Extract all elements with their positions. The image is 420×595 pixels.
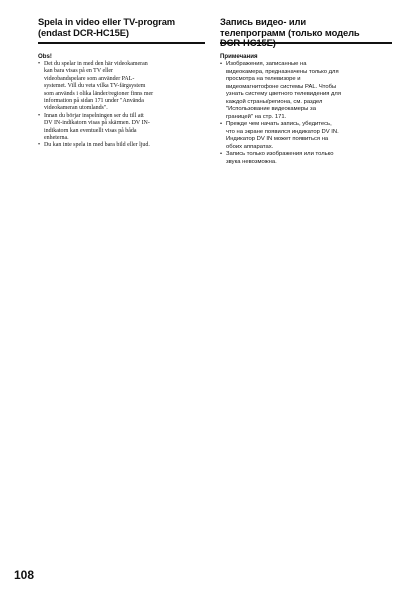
note-list xyxy=(220,61,392,166)
list-item: • Прежде чем начать запись, убедитесь, что на экране появился индикатор DV IN. Индикатор DV IN может появиться на обоих аппаратах. xyxy=(220,121,392,151)
list-item: • Изображения, записанные на видеокамера, предназначены только для просмотра на телевизоре и видеомагнитофоне системы PAL. Чтобы узнать систему цветного телевидения для каждой страны/региона, см. раздел "Использование видеокамеры за границей" на стр. 171. xyxy=(220,61,392,121)
list-item: • Det du spelar in med den här videokameran kan bara visas på en TV eller videobandspelare som använder PAL- systemet. Vill du veta vilka TV-färgsystem som används i olika länder/regioner finns mer information på sidan 171 under "Använda videokameran utomlands". xyxy=(38,61,205,113)
section-title-swedish: Spela in video eller TV-program (endast DCR-HC15E) xyxy=(38,16,176,38)
title-rule xyxy=(38,42,205,44)
list-item: • Du kan inte spela in med bara bild eller ljud. xyxy=(38,142,205,149)
section-title-russian: Запись видео- или телепрограмм (только модель DCR-HC15E) xyxy=(220,16,360,48)
page-number: 108 xyxy=(14,568,35,582)
title-rule xyxy=(220,42,392,44)
note-list xyxy=(38,61,205,150)
note-heading: Примечания xyxy=(220,53,258,60)
list-item: • Innan du börjar inspelningen ser du till att DV IN-indikatorn visas på skärmen. DV IN- indikatorn kan eventuellt visas på båda enheterna. xyxy=(38,113,205,143)
note-heading: Obs! xyxy=(38,53,52,60)
list-item: • Запись только изображения или только звука невозможна. xyxy=(220,151,392,166)
